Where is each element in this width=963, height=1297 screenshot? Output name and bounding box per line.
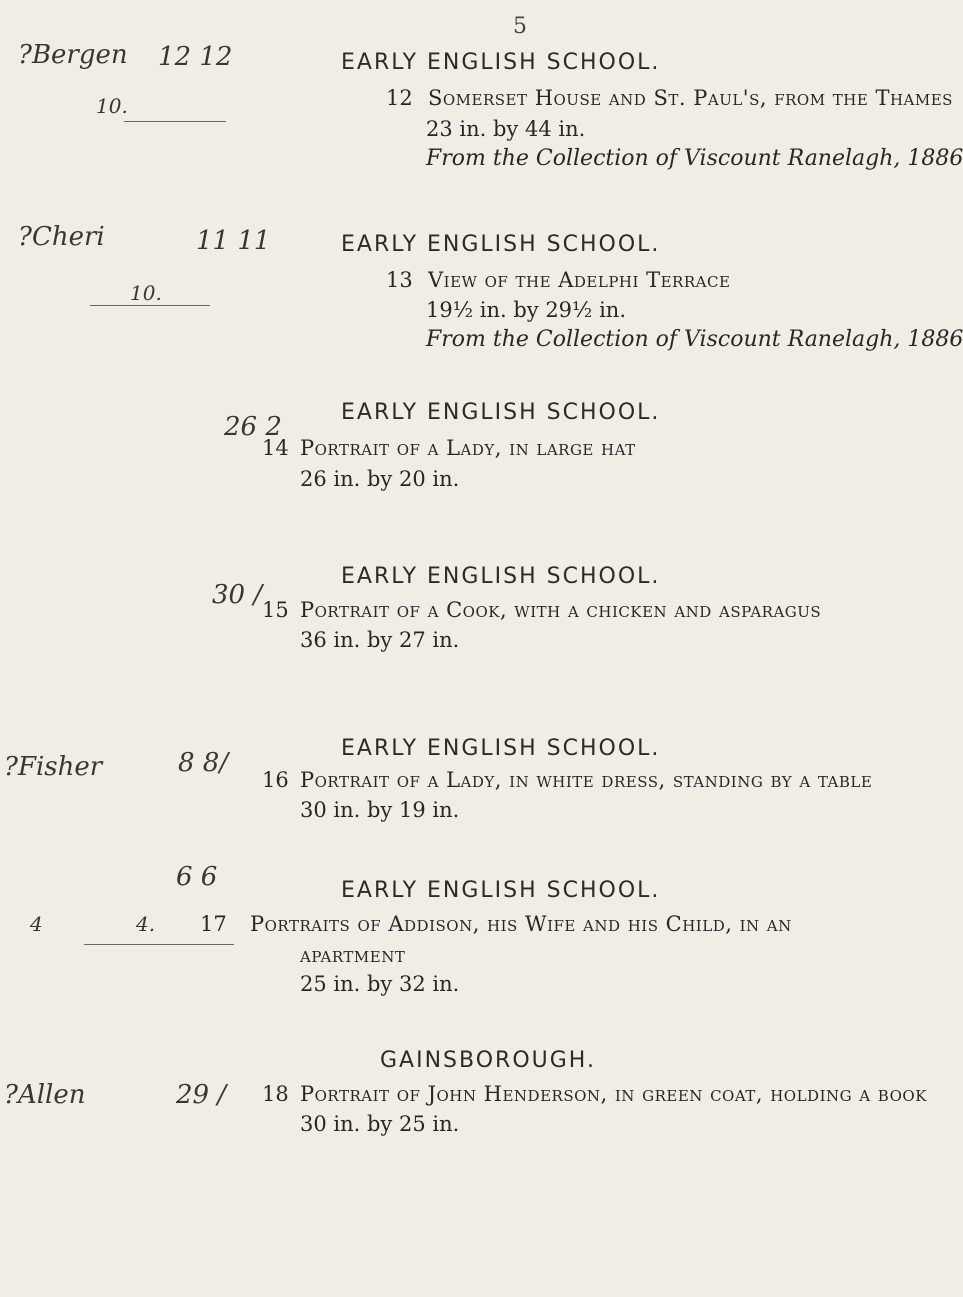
- handwritten-buyer: ?Bergen: [18, 40, 128, 70]
- lot-heading: GAINSBOROUGH.: [380, 1048, 596, 1073]
- lot-dimensions: 23 in. by 44 in.: [426, 117, 586, 141]
- lot-dimensions: 19½ in. by 29½ in.: [426, 298, 626, 322]
- lot-title: Somerset House and St. Paul's, from the Thames: [428, 86, 953, 110]
- handwritten-mark: 10.: [96, 94, 128, 118]
- lot-provenance: From the Collection of Viscount Ranelagh, 1886: [426, 327, 963, 352]
- lot-number: 12: [386, 86, 413, 110]
- lot-line: [200, 912, 792, 936]
- lot-title-line-2: apartment: [300, 943, 406, 967]
- handwritten-price: 11 11: [196, 226, 271, 256]
- pen-stroke: [124, 121, 226, 122]
- handwritten-price: 30 /: [212, 580, 263, 610]
- lot-provenance: From the Collection of Viscount Ranelagh, 1886: [426, 146, 963, 171]
- lot-heading: EARLY ENGLISH SCHOOL.: [341, 50, 661, 75]
- lot-line: [262, 436, 636, 460]
- lot-number: 16: [262, 768, 289, 792]
- handwritten-price: 26 2: [224, 412, 282, 442]
- lot-dimensions: 30 in. by 25 in.: [300, 1112, 460, 1136]
- lot-title: Portrait of John Henderson, in green coat, holding a book: [300, 1082, 927, 1106]
- handwritten-mark: 10.: [130, 281, 162, 305]
- handwritten-mark: 4: [30, 912, 43, 936]
- lot-heading: EARLY ENGLISH SCHOOL.: [341, 564, 661, 589]
- lot-heading: EARLY ENGLISH SCHOOL.: [341, 400, 661, 425]
- lot-line: [386, 268, 730, 292]
- lot-number: 17: [200, 912, 227, 936]
- lot-number: 18: [262, 1082, 289, 1106]
- lot-line: [262, 1082, 927, 1106]
- lot-dimensions: 25 in. by 32 in.: [300, 972, 460, 996]
- lot-dimensions: 26 in. by 20 in.: [300, 467, 460, 491]
- handwritten-mark-2: 4.: [136, 912, 156, 936]
- pen-stroke: [84, 944, 234, 945]
- lot-dimensions: 30 in. by 19 in.: [300, 798, 460, 822]
- handwritten-buyer: ?Allen: [4, 1080, 86, 1110]
- lot-dimensions: 36 in. by 27 in.: [300, 628, 460, 652]
- lot-heading: EARLY ENGLISH SCHOOL.: [341, 878, 661, 903]
- lot-number: 14: [262, 436, 289, 460]
- lot-heading: EARLY ENGLISH SCHOOL.: [341, 232, 661, 257]
- lot-line: [262, 598, 821, 622]
- handwritten-price: 6 6: [176, 862, 218, 892]
- page-number: 5: [513, 14, 527, 39]
- lot-title-line-1: Portraits of Addison, his Wife and his Child, in an: [250, 912, 792, 936]
- lot-number: 15: [262, 598, 289, 622]
- lot-title: Portrait of a Lady, in large hat: [300, 436, 636, 460]
- handwritten-buyer: ?Fisher: [4, 752, 103, 782]
- lot-number: 13: [386, 268, 413, 292]
- pen-stroke: [90, 305, 210, 306]
- lot-heading: EARLY ENGLISH SCHOOL.: [341, 736, 661, 761]
- lot-line: [262, 768, 872, 792]
- lot-title: Portrait of a Lady, in white dress, standing by a table: [300, 768, 873, 792]
- handwritten-price: 8 8/: [178, 748, 229, 778]
- handwritten-price: 12 12: [158, 42, 233, 72]
- handwritten-buyer: ?Cheri: [18, 222, 105, 252]
- lot-title: View of the Adelphi Terrace: [428, 268, 731, 292]
- handwritten-price: 29 /: [176, 1080, 227, 1110]
- lot-line: [386, 86, 953, 110]
- lot-title: Portrait of a Cook, with a chicken and asparagus: [300, 598, 822, 622]
